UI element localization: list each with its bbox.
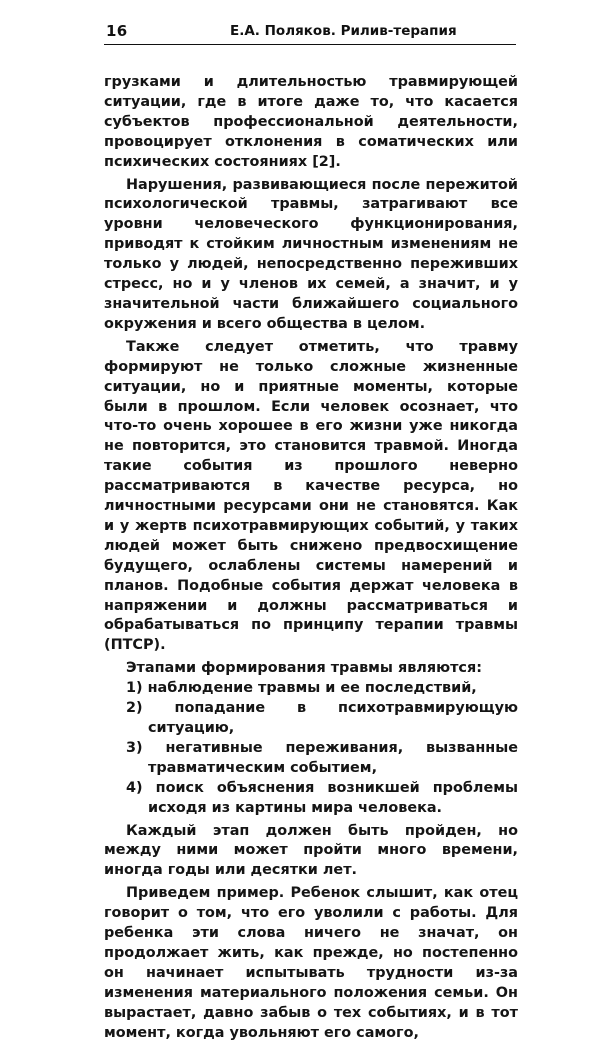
page-header <box>104 22 516 45</box>
list-item: 1) наблюдение травмы и ее последствий, <box>126 680 477 697</box>
page-number: 16 <box>106 22 128 40</box>
running-head: Е.А. Поляков. Рилив-терапия <box>230 23 457 39</box>
paragraph-continuation: грузками и длительностью травмирующей ситуации, где в итоге даже то, что касается субъектов профессиональной деятельности, провоцирует отклонения в соматических или психических состояниях [2]. <box>104 74 518 170</box>
list-item: 2) попадание в психотравмирующую ситуацию, <box>126 700 518 736</box>
list-item: 3) негативные переживания, вызванные травматическим событием, <box>126 739 518 776</box>
paragraph-disorders: Нарушения, развивающиеся после пережитой психологической травмы, затрагивают все уровни человеческого функционирования, приводят к стойким личностным изменениям не только у людей, непосредственно переживших стресс, но и у членов их семей, а значит, и у значительной части ближайшего социального окружения и всего общества в целом. <box>104 176 518 332</box>
list-item: 4) поиск объяснения возникшей проблемы исходя из картины мира человека. <box>126 779 518 816</box>
stages-list <box>104 679 518 818</box>
paragraph-pleasant-moments: Также следует отметить, что травму формируют не только сложные жизненные ситуации, но и приятные моменты, которые были в прошлом. Если человек осознает, что что-то очень хорошее в его жизни уже никогда не повторится, это становится травмой. Иногда такие события из прошлого неверно рассматриваются в качестве ресурса, но личностными ресурсами они не становятся. Как и у жертв психотравмирующих событий, у таких людей может быть снижено предвосхищение будущего, ослаблены системы намерений и планов. Подобные события держат человека в напряжении и должны рассматриваться и обрабатываться по принципу терапии травмы (ПТСР). <box>104 338 518 654</box>
paragraph-stages-intro: Этапами формирования травмы являются: <box>126 660 482 677</box>
paragraph-example: Приведем пример. Ребенок слышит, как отец говорит о том, что его уволили с работы. Для ребенка эти слова ничего не значат, он продолжает жить, как прежде, но постепенно он начинает испытывать трудности из-за изменения материального положения семьи. Он вырастает, давно забыв о тех событиях, и в тот момент, когда увольняют его самого, <box>104 885 518 1041</box>
body-text <box>104 73 518 1047</box>
paragraph-each-stage: Каждый этап должен быть пройден, но между ними может пройти много времени, иногда годы или десятки лет. <box>104 822 518 879</box>
